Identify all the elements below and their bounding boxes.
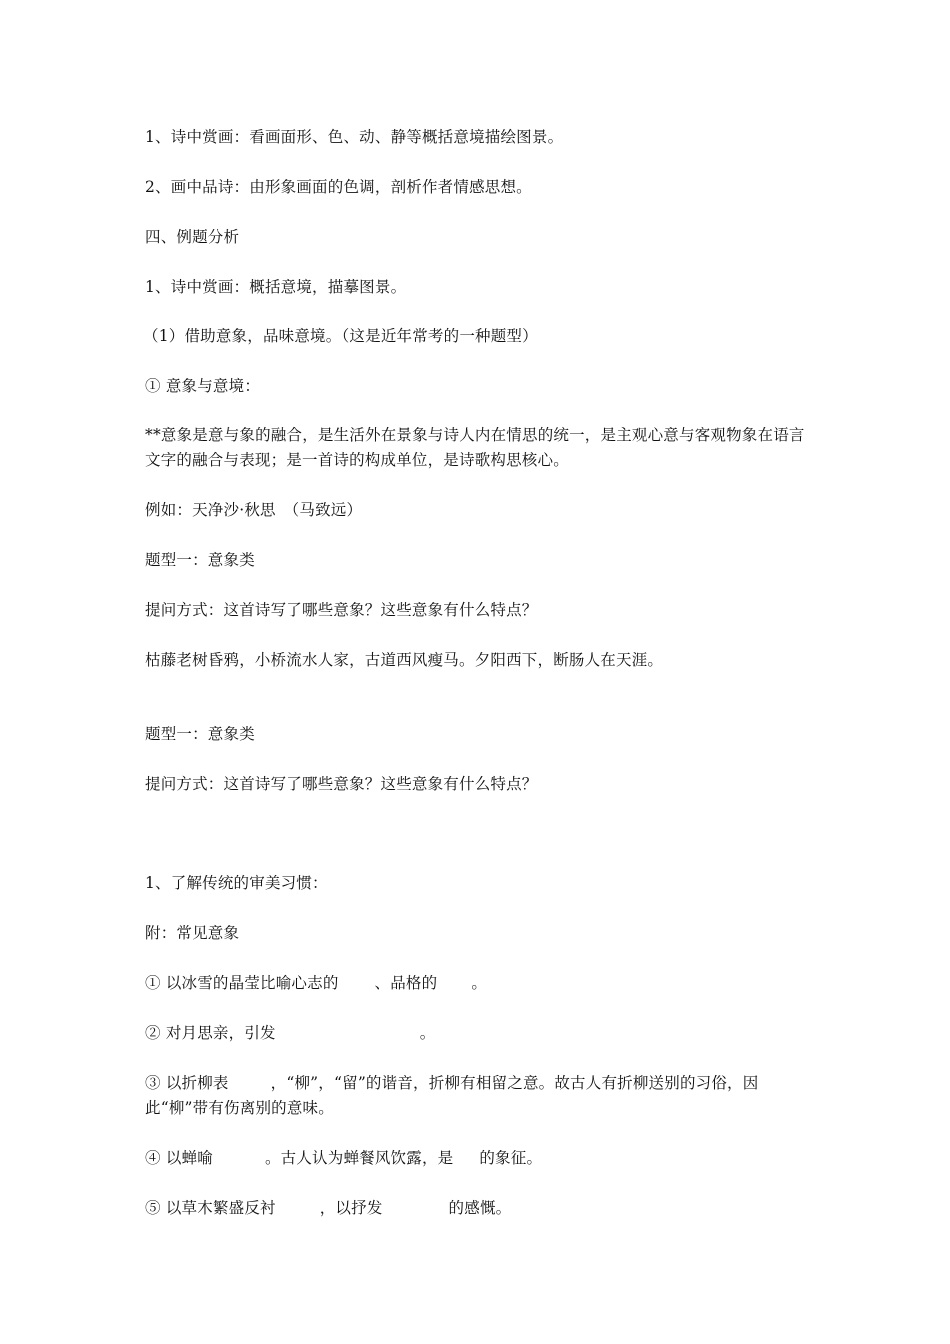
text-segment: 、品格的: [374, 974, 438, 992]
text-line-question-type: 题型一：意象类: [145, 551, 255, 569]
section-heading: 四、例题分析: [145, 228, 240, 246]
text-line-subheading: 1、诗中赏画：概括意境，描摹图景。: [145, 278, 407, 296]
text-line-question-type: 题型一：意象类: [145, 725, 255, 743]
text-line-question-style: 提问方式：这首诗写了哪些意象？这些意象有什么特点？: [145, 775, 538, 793]
text-segment: 。: [419, 1024, 436, 1042]
text-line-method-1: 1、诗中赏画：看画面形、色、动、静等概括意境描绘图景。: [145, 128, 564, 146]
list-item-imagery-5: [145, 1196, 815, 1220]
text-line-example: 例如：天净沙·秋思 （马致远）: [145, 501, 363, 519]
text-segment: ⑤ 以草木繁盛反衬: [145, 1199, 276, 1217]
text-line-appendix-title: 附：常见意象: [145, 924, 240, 942]
text-segment: ，以抒发: [319, 1199, 383, 1217]
text-segment: ② 对月思亲，引发: [145, 1024, 276, 1042]
text-segment: 。: [471, 974, 488, 992]
text-line-poem: 枯藤老树昏鸦，小桥流水人家，古道西风瘦马。夕阳西下，断肠人在天涯。: [145, 651, 664, 669]
text-segment: ① 以冰雪的晶莹比喻心志的: [145, 974, 339, 992]
text-segment: 的感慨。: [448, 1199, 512, 1217]
text-line-question-style: 提问方式：这首诗写了哪些意象？这些意象有什么特点？: [145, 601, 538, 619]
text-segment: ，“柳”，“留”的谐音，折柳有相留之意。故古人有折柳送别的习俗，因此“柳”带有伤离别的意味。: [145, 1074, 759, 1117]
list-item-imagery-3: [145, 1071, 815, 1121]
text-line-definition-title: ① 意象与意境：: [145, 377, 261, 395]
text-paragraph-definition: **意象是意与象的融合，是生活外在景象与诗人内在情思的统一，是主观心意与客观物象在语言文字的融合与表现；是一首诗的构成单位，是诗歌构思核心。: [145, 426, 805, 469]
text-segment: ④ 以蝉喻: [145, 1149, 213, 1167]
text-line-subheading: 1、了解传统的审美习惯：: [145, 874, 328, 892]
list-item-imagery-2: [145, 1021, 815, 1045]
list-item-imagery-1: [145, 971, 815, 995]
text-line-subpoint: （1）借助意象，品味意境。（这是近年常考的一种题型）: [143, 327, 538, 345]
list-item-imagery-4: [145, 1146, 815, 1170]
text-segment: ③ 以折柳表: [145, 1074, 229, 1092]
text-line-method-2: 2、画中品诗：由形象画面的色调，剖析作者情感思想。: [145, 178, 532, 196]
text-segment: 的象征。: [479, 1149, 543, 1167]
text-segment: 。古人认为蝉餐风饮露，是: [264, 1149, 454, 1167]
